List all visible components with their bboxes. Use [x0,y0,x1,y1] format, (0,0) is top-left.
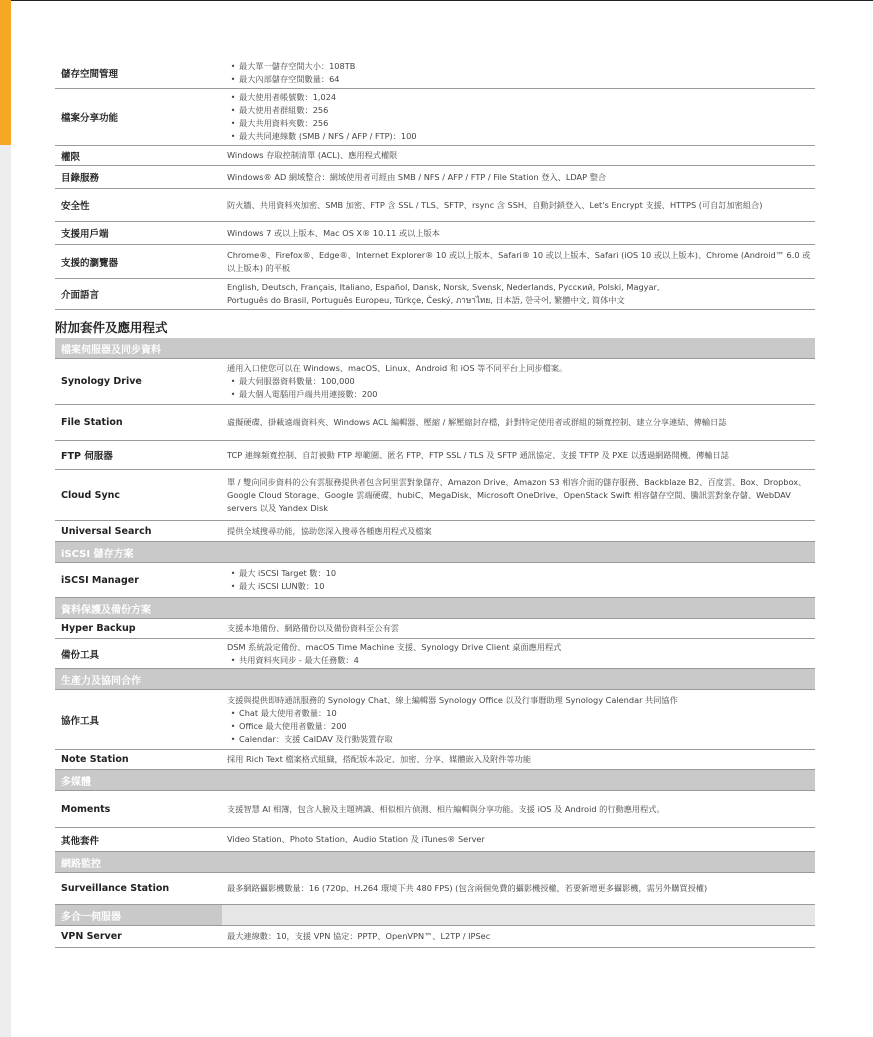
spec-row [55,563,815,598]
spec-key: iSCSI Manager [61,574,139,586]
spec-row [55,521,815,542]
spec-key: Universal Search [61,525,152,537]
spec-bullet: • 最大內部儲存空間數量：64 [227,73,815,86]
spec-key: 備份工具 [61,649,100,661]
spec-value [227,831,815,848]
category-band [55,669,815,690]
spec-key: Synology Drive [61,376,142,387]
spec-bullet: • 最大共用資料夾數：256 [227,117,815,130]
spec-key: Moments [61,803,111,815]
spec-bullet: • 最大使用者帳號數：1,024 [227,91,815,104]
spec-key: 檔案分享功能 [61,113,119,124]
spec-value [227,247,815,277]
spec-bullet: • 最大使用者群組數：256 [227,104,815,117]
category-label: 網路監控 [61,858,101,870]
spec-line: DSM 系統設定備份、macOS Time Machine 支援、Synology Drive Client 桌面應用程式 [227,641,562,652]
category-band [55,852,815,873]
top-rule [11,0,873,1]
spec-key: 介面語言 [61,290,100,301]
category-label: 生產力及協同合作 [61,675,141,687]
spec-row [55,873,815,905]
spec-row [55,89,815,146]
spec-bullet: • 最大 iSCSI LUN數：10 [227,580,815,593]
spec-line: English, Deutsch, Français, Italiano, Español, Dansk, Norsk, Svensk, Nederlands, Русский, Polski, Magyar, [227,282,660,292]
spec-key: VPN Server [61,931,122,942]
spec-row [55,791,815,828]
spec-row [55,639,815,669]
spec-value [227,89,815,145]
spec-value [227,801,815,818]
spec-value [227,523,815,540]
spec-row [55,245,815,279]
spec-row [55,279,815,310]
spec-key: Cloud Sync [61,489,121,501]
spec-bullet: • 最大伺服器資料數量：100,000 [227,375,815,388]
category-band [55,770,815,791]
spec-bullet: • Office 最大使用者數量：200 [227,720,815,733]
spec-line: Português do Brasil, Português Europeu, Türkçe, Český, ภาษาไทย, 日本語, 한국어, 繁體中文, 简体中文 [227,295,625,305]
spec-key: FTP 伺服器 [61,451,113,462]
spec-row [55,750,815,770]
category-label: iSCSI 儲存方案 [61,548,134,560]
category-label: 檔案伺服器及同步資料 [61,344,161,356]
spec-value [227,928,815,945]
spec-value [227,279,815,309]
spec-key: 協作工具 [61,715,100,727]
spec-key: 安全性 [61,201,90,212]
spec-value [227,692,815,748]
spec-row [55,166,815,189]
spec-line: 提供全域搜尋功能，協助您深入搜尋各種應用程式及檔案 [227,525,432,536]
spec-key: 目錄服務 [61,173,100,184]
spec-line: Windows® AD 網域整合：網域使用者可經由 SMB / NFS / AFP / FTP / File Station 登入、LDAP 整合 [227,171,607,182]
spec-value [227,751,815,768]
packages-title: 附加套件及應用程式 [55,320,168,335]
spec-line: Video Station、Photo Station、Audio Station 及 iTunes® Server [227,834,485,844]
spec-line: Windows 存取控制清單 (ACL)、應用程式權限 [227,150,398,160]
category-label: 資料保護及備份方案 [61,604,151,616]
spec-value [227,197,815,214]
spec-key: Surveillance Station [61,883,170,894]
spec-line: 最多網路攝影機數量：16 (720p、H.264 環境下共 480 FPS) (包含兩個免費的攝影機授權，若要新增更多攝影機，需另外購買授權) [227,883,708,893]
spec-row [55,441,815,470]
spec-line: Chrome®、Firefox®、Edge®、Internet Explorer® 10 或以上版本、Safari® 10 或以上版本、Safari (iOS 10 或以上版本)、Chrome (Android™ 6.0 或以上版本) 的平板 [227,249,811,273]
spec-row [55,619,815,639]
spec-row [55,405,815,441]
side-strip [0,0,11,1037]
spec-line: 單 / 雙向同步資料的公有雲服務提供者包含阿里雲對象儲存、Amazon Drive、Amazon S3 相容介面的儲存服務、Backblaze B2、百度雲、Box、Dropbox、Google Cloud Storage、Google 雲端硬碟、hubiC、MegaDisk、Microsoft OneDrive、OpenStack Swift 相容儲存空間、騰訊雲對象存儲、WebDAV servers 以及 Yandex Disk [227,476,807,513]
spec-value [227,225,815,242]
spec-line: 防火牆、共用資料夾加密、SMB 加密、FTP 含 SSL / TLS、SFTP、rsync 含 SSH、自動封鎖登入、Let's Encrypt 支援、HTTPS (可自訂加密組合) [227,199,763,210]
spec-row [55,189,815,222]
category-label: 多合一伺服器 [61,911,121,923]
spec-value [227,169,815,186]
spec-value [227,58,815,88]
spec-row [55,926,815,948]
spec-key: 支援的瀏覽器 [61,257,119,269]
spec-key: File Station [61,417,123,428]
spec-line: 最大連線數：10，支援 VPN 協定：PPTP、OpenVPN™、L2TP / IPSec [227,931,491,941]
spec-row [55,58,815,89]
category-label: 多媒體 [61,776,91,788]
spec-bullet: • 最大 iSCSI Target 數：10 [227,567,815,580]
spec-line: TCP 連線頻寬控制、自訂被動 FTP 埠範圍、匿名 FTP、FTP SSL / TLS 及 SFTP 通訊協定、支援 TFTP 及 PXE 以透過網路開機、傳輸日誌 [227,449,729,460]
spec-row [55,690,815,750]
spec-sheet [55,58,815,948]
spec-row [55,222,815,245]
spec-line: 支援與提供即時通訊服務的 Synology Chat、線上編輯器 Synology Office 以及行事曆助理 Synology Calendar 共同協作 [227,694,678,705]
category-band [55,598,815,619]
spec-bullet: • 最大共同連線數 (SMB / NFS / AFP / FTP)：100 [227,130,815,143]
spec-key: Note Station [61,754,129,765]
spec-bullet: • Chat 最大使用者數量：10 [227,707,815,720]
category-band [55,542,815,563]
spec-value [227,565,815,595]
spec-value [227,360,815,403]
spec-value [227,639,815,669]
spec-key: Hyper Backup [61,623,136,634]
spec-line: 支援智慧 AI 相簿，包含人臉及主題辨識、相似相片偵測、相片編輯與分享功能。支援 iOS 及 Android 的行動應用程式。 [227,803,665,814]
spec-line: Windows 7 或以上版本、Mac OS X® 10.11 或以上版本 [227,227,440,238]
spec-key: 儲存空間管理 [61,69,119,80]
spec-line: 虛擬硬碟、掛載遠端資料夾、Windows ACL 編輯器、壓縮 / 解壓縮封存檔，針對特定使用者或群組的頻寬控制、建立分享連結、傳輸日誌 [227,417,727,427]
spec-value [227,880,815,897]
spec-bullet: • 最大個人電腦用戶端共用連接數：200 [227,388,815,401]
spec-bullet: • 最大單一儲存空間大小：108TB [227,60,815,73]
spec-bullet: • 共用資料夾同步 - 最大任務數：4 [227,654,815,667]
spec-row [55,359,815,405]
category-band [55,905,815,926]
spec-value [227,447,815,464]
spec-key: 其他套件 [61,835,100,847]
spec-row [55,146,815,166]
spec-key: 權限 [61,151,81,163]
spec-row [55,828,815,852]
spec-row [55,470,815,521]
side-accent-bar [0,0,11,145]
spec-line: 支援本地備份、網路備份以及備份資料至公有雲 [227,623,399,633]
spec-line: 採用 Rich Text 檔案格式組織，搭配版本設定、加密、分享、媒體嵌入及附件等功能 [227,754,532,764]
spec-value [227,474,815,517]
spec-value [227,620,815,637]
spec-line: 通用入口使您可以在 Windows、macOS、Linux、Android 和 iOS 等不同平台上同步檔案。 [227,363,568,373]
spec-value [227,147,815,164]
spec-value [227,414,815,431]
spec-key: 支援用戶端 [61,229,109,240]
category-band [55,338,815,359]
spec-bullet: • Calendar：支援 CalDAV 及行動裝置存取 [227,733,815,746]
